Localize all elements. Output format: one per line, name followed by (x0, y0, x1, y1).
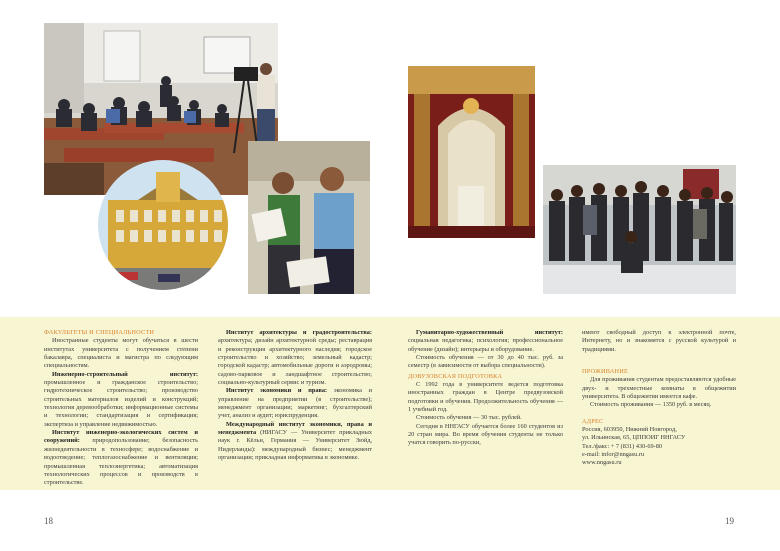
institute-5-paragraph: Международный институт экономики, права и менеджмента (НИГАСУ — Университет прикладных наук г. Кёльн, Германия — Университет Зюйд, Нидерланды): международный бизнес; менеджмент организации; прикладная информатика в экономике. (218, 420, 372, 462)
website-link[interactable]: www.nngasu.ru (582, 459, 622, 467)
preparation-paragraph: С 1992 года в университете ведется подготовка иностранных граждан в Центре предвузовской подготовки и обучения. Продолжительность обучения — 1 учебный год. (408, 381, 563, 414)
preparation-heading: ДОВУЗОВСКАЯ ПОДГОТОВКА (408, 372, 503, 380)
two-students-photo (248, 141, 370, 294)
address-line-1: Россия, 603950, Нижний Новгород, (582, 426, 677, 434)
faculties-heading: ФАКУЛЬТЕТЫ И СПЕЦИАЛЬНОСТИ (44, 329, 155, 336)
email-link[interactable]: e-mail: infor@nngasu.ru (582, 451, 645, 459)
students-continuation: имеют свободный доступ к электронной почте, Интернету, но и знакомятся с русской культурой и традициями. (582, 329, 736, 353)
accommodation-heading: ПРОЖИВАНИЕ (582, 368, 628, 376)
institute-4-paragraph: Институт экономики и права: экономика и управление на предприятии (в строительстве); менеджмент организации; маркетинг; бухгалтерский учет, анализ и аудит; юриспруденция. (218, 387, 372, 420)
preparation-cost: Стоимость обучения — 30 тыс. рублей. (416, 414, 522, 422)
student-group-photo (543, 165, 736, 294)
intro-paragraph: Иностранные студенты могут обучаться в шести институтах университета с получением степени бакалавра, специалиста и магистра по следующим специальностям. (44, 337, 198, 370)
institute-1-paragraph: Инженерно-строительный институт: промышленное и гражданское строительство; гидротехническое строительство; производство строительных материалов изделий и конструкций; технология деревообработки; информационные системы и технологии; стандартизация и сертификация; экспертиза и управление недвижимостью. (44, 370, 198, 428)
phone-line: Тел./факс: + 7 (831) 430-69-80 (582, 442, 663, 450)
university-building-photo (98, 160, 228, 290)
text-column-3 (408, 329, 563, 448)
institute-2-paragraph: Институт инженерно-экологических систем и сооружений: природопользование; безопасность жизнедеятельности в техносфере; водоснабжение и водоотведение; теплогазоснабжение и вентиляция; промышленная теплоэнергетика; автоматизация технологических процессов и производств в строительстве. (44, 429, 199, 487)
text-column-2 (218, 329, 372, 463)
ornate-doorway-photo (408, 66, 535, 238)
page-number-right: 19 (725, 516, 734, 526)
institute-6-paragraph: Гуманитарно-художественный институт: социальная педагогика; психология; профессиональное обучение (дизайн); интерьеры и оборудование. (408, 329, 563, 353)
students-paragraph: Сегодня в ННГАСУ обучается более 160 студентов из 20 стран мира. Во время обучения студенты не только учатся говорить по-русски, (408, 422, 563, 447)
accommodation-cost: Стоимость проживания — 1350 руб. в месяц. (590, 401, 712, 409)
page-number-left: 18 (44, 516, 53, 526)
text-column-1 (44, 329, 198, 488)
institute-3-paragraph: Институт архитектуры и градостроительства: архитектура; дизайн архитектурной среды; реставрация и реконструкция архитектурного наследия; городское строительство и хозяйство; земельный кадастр; городской кадастр; автомобильные дороги и аэродромы; садово-парковое и ландшафтное строительство; социально-культурный сервис и туризм. (218, 329, 372, 387)
tuition-cost: Стоимость обучения — от 30 до 40 тыс. руб. за семестр (в зависимости от выбора специальности). (408, 354, 563, 370)
accommodation-paragraph: Для проживания студентам предоставляются удобные двух- и трехместные комнаты в общежитии университета. В общежитии имеется кафе. (582, 376, 736, 401)
address-heading: АДРЕС (582, 417, 604, 425)
address-line-2: ул. Ильинская, 65, ЦППОИГ ННГАСУ (582, 434, 686, 442)
text-column-4 (582, 329, 736, 468)
